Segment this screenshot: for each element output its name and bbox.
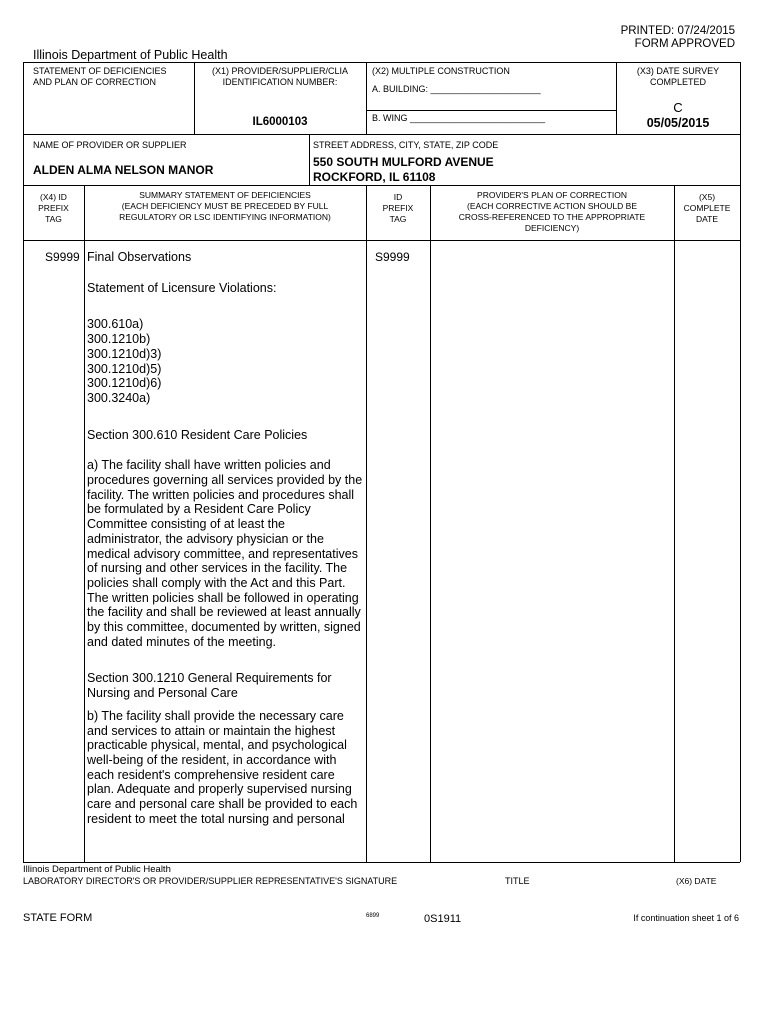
x2-wing: B. WING ___________________________ bbox=[372, 113, 546, 123]
printed-date: PRINTED: 07/24/2015 bbox=[620, 25, 735, 37]
x2-label: (X2) MULTIPLE CONSTRUCTION bbox=[372, 66, 510, 76]
deficiency-tag-left: S9999 bbox=[45, 250, 80, 264]
section2-text: b) The facility shall provide the necessary care and services to attain or maintain the highest practicable physical, mental, and psychological well-being of the resident, in accordance with each resident's comprehensive resident care plan. Adequate and properly supervised nursing care and personal care shall be provided to each resident to meet the total nursing and personal bbox=[87, 708, 358, 826]
continuation-sheet: If continuation sheet 1 of 6 bbox=[633, 913, 739, 923]
x4-header: (X4) ID PREFIX TAG bbox=[38, 192, 69, 224]
deficiency-tag-right: S9999 bbox=[375, 250, 410, 264]
id-header: ID PREFIX TAG bbox=[382, 192, 414, 224]
form-code: 6899 bbox=[366, 913, 380, 919]
survey-date: 05/05/2015 bbox=[646, 116, 710, 130]
event-id: 0S1911 bbox=[424, 913, 462, 925]
clia-id-number: IL6000103 bbox=[252, 116, 308, 128]
date-label: (X6) DATE bbox=[676, 876, 717, 886]
address-line1: 550 SOUTH MULFORD AVENUE bbox=[313, 155, 494, 169]
title-label: TITLE bbox=[505, 876, 530, 886]
address-line2: ROCKFORD, IL 61108 bbox=[313, 170, 436, 184]
footer-agency: Illinois Department of Public Health bbox=[23, 864, 171, 875]
section2-title: Section 300.1210 General Requirements for Nursing and Personal Care bbox=[87, 671, 332, 701]
x3-label: (X3) DATE SURVEY COMPLETED bbox=[636, 66, 720, 87]
signature-label: LABORATORY DIRECTOR'S OR PROVIDER/SUPPLIER REPRESENTATIVE'S SIGNATURE bbox=[23, 876, 398, 886]
section1-text: a) The facility shall have written policies and procedures governing all services provided by the facility. The written policies and procedures shall be formulated by a Resident Care Policy Committee consisting of at least the administrator, the advisory physician or the medical advisory committee, and representatives of nursing and other services in the facility. The policies shall comply with the Act and this Part. The written policies shall be followed in operating the facility and shall be reviewed at least annually by this committee, documented by written, signed and dated minutes of the meeting. bbox=[87, 458, 363, 649]
section1-title: Section 300.610 Resident Care Policies bbox=[87, 427, 308, 442]
statement-label: STATEMENT OF DEFICIENCIES AND PLAN OF CORRECTION bbox=[33, 66, 167, 87]
plan-header: PROVIDER'S PLAN OF CORRECTION (EACH CORRECTIVE ACTION SHOULD BE CROSS-REFERENCED TO THE APPROPRIATE DEFICIENCY) bbox=[458, 190, 646, 233]
entry-title: Final Observations bbox=[87, 250, 192, 264]
x2-building: A. BUILDING: ______________________ bbox=[372, 84, 541, 94]
summary-header: SUMMARY STATEMENT OF DEFICIENCIES (EACH DEFICIENCY MUST BE PRECEDED BY FULL REGULATORY OR LSC IDENTIFYING INFORMATION) bbox=[119, 190, 331, 222]
deficiency-content bbox=[87, 250, 365, 827]
x1-label: (X1) PROVIDER/SUPPLIER/CLIA IDENTIFICATION NUMBER: bbox=[211, 66, 349, 87]
provider-name: ALDEN ALMA NELSON MANOR bbox=[33, 163, 214, 177]
state-form-label: STATE FORM bbox=[23, 912, 93, 924]
regulation-codes: 300.610a) 300.1210b) 300.1210d)3) 300.1210d)5) 300.1210d)6) 300.3240a) bbox=[87, 317, 162, 405]
agency-title: Illinois Department of Public Health bbox=[33, 48, 228, 62]
form-status: FORM APPROVED bbox=[634, 38, 735, 50]
entry-statement: Statement of Licensure Violations: bbox=[87, 280, 277, 295]
address-label: STREET ADDRESS, CITY, STATE, ZIP CODE bbox=[313, 140, 499, 150]
provider-name-label: NAME OF PROVIDER OR SUPPLIER bbox=[33, 140, 187, 150]
x5-header: (X5) COMPLETE DATE bbox=[683, 192, 731, 224]
survey-code: C bbox=[673, 100, 683, 115]
